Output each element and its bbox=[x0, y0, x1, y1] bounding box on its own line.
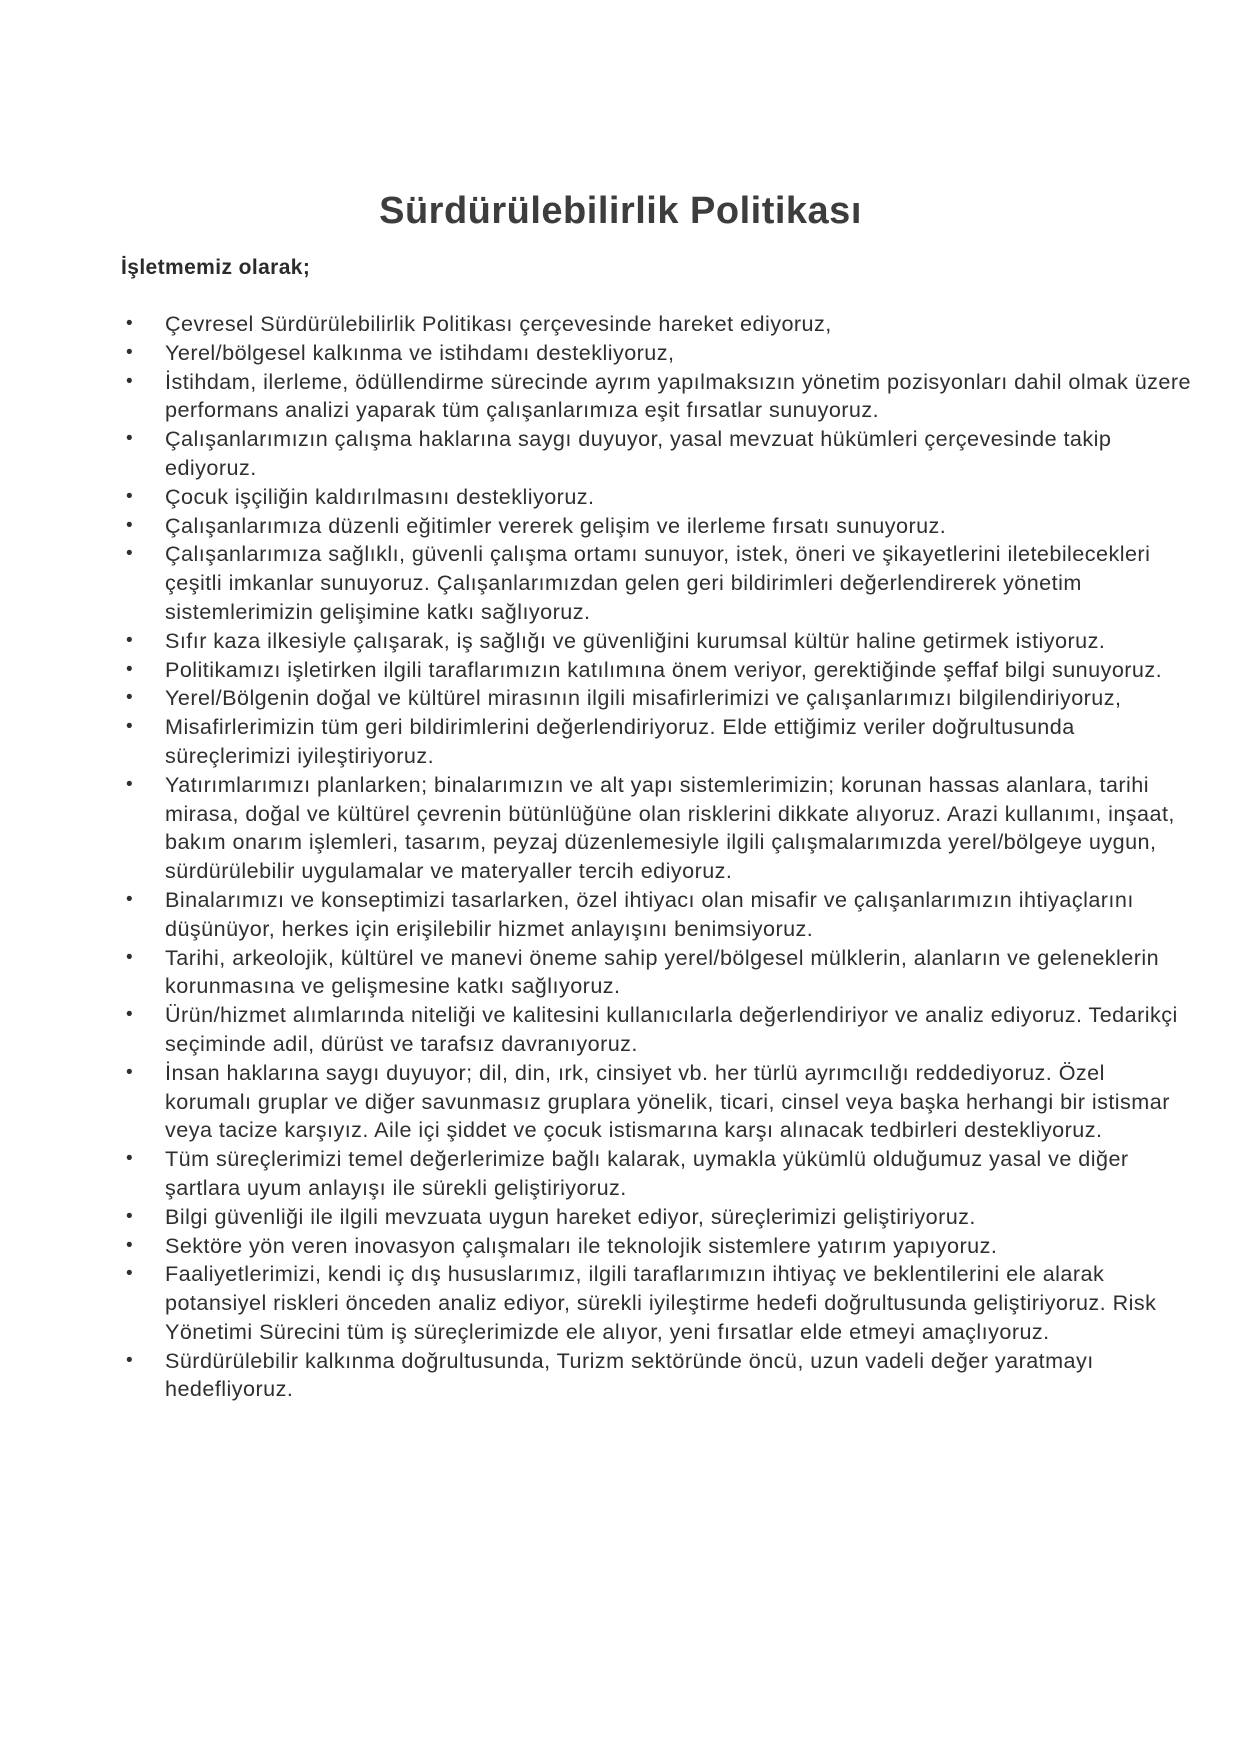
list-item-text: Sektöre yön veren inovasyon çalışmaları ile teknolojik sistemlere yatırım yapıyoruz. bbox=[165, 1232, 998, 1258]
list-item bbox=[121, 1260, 1191, 1346]
bullet-icon: • bbox=[126, 485, 134, 507]
bullet-icon: • bbox=[126, 1148, 134, 1170]
bullet-icon: • bbox=[126, 629, 134, 651]
list-item-text: Çalışanlarımızın çalışma haklarına saygı duyuyor, yasal mevzuat hükümleri çerçevesinde takip ediyoruz. bbox=[165, 426, 1112, 480]
bullet-icon: • bbox=[126, 946, 134, 968]
list-item bbox=[121, 886, 1191, 944]
list-item bbox=[121, 368, 1191, 426]
list-item-text: Çalışanlarımıza düzenli eğitimler vererek gelişim ve ilerleme fırsatı sunuyoruz. bbox=[165, 512, 947, 538]
list-item bbox=[121, 1232, 1191, 1261]
list-item-text: İstihdam, ilerleme, ödüllendirme sürecinde ayrım yapılmaksızın yönetim pozisyonları dahil olmak üzere performans analizi yaparak tüm çalışanlarımıza eşit fırsatlar sunuyoruz. bbox=[165, 368, 1191, 423]
bullet-icon: • bbox=[126, 1234, 134, 1256]
bullet-icon: • bbox=[126, 716, 134, 738]
bullet-icon: • bbox=[126, 313, 134, 334]
bullet-icon: • bbox=[126, 658, 134, 680]
list-item bbox=[121, 425, 1191, 483]
list-item-text: Misafirlerimizin tüm geri bildirimlerini değerlendiriyoruz. Elde ettiğimiz veriler doğrultusunda süreçlerimizi iyileştiriyoruz. bbox=[165, 714, 1075, 768]
bullet-icon: • bbox=[126, 1061, 134, 1083]
list-item bbox=[121, 512, 1191, 541]
bullet-icon: • bbox=[126, 1004, 134, 1026]
list-item bbox=[121, 339, 1191, 368]
list-item bbox=[121, 1001, 1191, 1059]
bullet-icon: • bbox=[126, 1263, 134, 1285]
bullet-icon: • bbox=[126, 1349, 134, 1371]
list-item-text: Yerel/Bölgenin doğal ve kültürel mirasının ilgili misafirlerimizi ve çalışanlarımızı bilgilendiriyoruz, bbox=[165, 685, 1122, 711]
list-item bbox=[121, 1059, 1191, 1145]
list-item-text: Binalarımızı ve konseptimizi tasarlarken, özel ihtiyacı olan misafir ve çalışanlarımızın ihtiyaçlarını düşünüyor, herkes için erişilebilir hizmet anlayışını benimsiyoruz. bbox=[165, 886, 1134, 941]
list-item-text: Faaliyetlerimizi, kendi iç dış hususlarımız, ilgili taraflarımızın ihtiyaç ve beklentilerini ele alarak potansiyel riskleri önceden analiz ediyor, sürekli iyileştirme hedefi doğrultusunda geliştiriyoruz. Risk Yönetimi Sürecini tüm iş süreçlerimizde ele alıyor, yeni fırsatlar elde etmeyi amaçlıyoruz. bbox=[165, 1261, 1157, 1344]
bullet-icon: • bbox=[126, 1205, 134, 1227]
list-item bbox=[121, 713, 1191, 771]
list-item bbox=[121, 1347, 1191, 1405]
list-item bbox=[121, 684, 1191, 713]
list-item-text: Bilgi güvenliği ile ilgili mevzuata uygun hareket ediyor, süreçlerimizi geliştiriyoruz. bbox=[165, 1203, 976, 1229]
bullet-icon: • bbox=[126, 773, 134, 795]
list-item-text: Çevresel Sürdürülebilirlik Politikası çerçevesinde hareket ediyoruz, bbox=[165, 311, 832, 336]
list-item-text: Tarihi, arkeolojik, kültürel ve manevi öneme sahip yerel/bölgesel mülklerin, alanların ve geleneklerin korunmasına ve gelişmesine katkı sağlıyoruz. bbox=[165, 944, 1160, 999]
policy-list bbox=[121, 310, 1191, 1404]
bullet-icon: • bbox=[126, 370, 134, 392]
bullet-icon: • bbox=[126, 543, 134, 565]
list-item bbox=[121, 540, 1191, 626]
list-item-text: Sürdürülebilir kalkınma doğrultusunda, Turizm sektöründe öncü, uzun vadeli değer yaratmayı hedefliyoruz. bbox=[165, 1347, 1094, 1402]
list-item-text: Politikamızı işletirken ilgili taraflarımızın katılımına önem veriyor, gerektiğinde şeffaf bilgi sunuyoruz. bbox=[165, 656, 1163, 682]
list-item-text: Çocuk işçiliğin kaldırılmasını destekliyoruz. bbox=[165, 483, 595, 509]
bullet-icon: • bbox=[126, 341, 134, 363]
bullet-icon: • bbox=[126, 514, 134, 536]
bullet-icon: • bbox=[126, 428, 134, 450]
list-item bbox=[121, 1203, 1191, 1232]
list-item bbox=[121, 656, 1191, 685]
page-title: Sürdürülebilirlik Politikası bbox=[379, 190, 862, 232]
list-item-text: İnsan haklarına saygı duyuyor; dil, din, ırk, cinsiyet vb. her türlü ayrımcılığı reddediyoruz. Özel korumalı gruplar ve diğer savunmasız gruplara yönelik, ticari, cinsel veya başka herhangi bir istismar veya tacize karşıyız. Aile içi şiddet ve çocuk istismarına karşı alınacak tedbirleri destekliyoruz. bbox=[165, 1059, 1170, 1143]
bullet-icon: • bbox=[126, 888, 134, 910]
list-item-text: Çalışanlarımıza sağlıklı, güvenli çalışma ortamı sunuyor, istek, öneri ve şikayetlerini iletebilecekleri çeşitli imkanlar sunuyoruz. Çalışanlarımızdan gelen geri bildirimleri değerlendirerek yönetim sistemlerimizin gelişimine katkı sağlıyoruz. bbox=[165, 541, 1151, 624]
list-item-text: Yerel/bölgesel kalkınma ve istihdamı destekliyoruz, bbox=[165, 339, 675, 365]
intro-heading: İşletmemiz olarak; bbox=[121, 256, 311, 279]
list-item bbox=[121, 627, 1191, 656]
list-item bbox=[121, 483, 1191, 512]
list-item bbox=[121, 310, 1191, 339]
list-item-text: Ürün/hizmet alımlarında niteliği ve kalitesini kullanıcılarla değerlendiriyor ve analiz ediyoruz. Tedarikçi seçiminde adil, dürüst ve tarafsız davranıyoruz. bbox=[165, 1002, 1178, 1056]
list-item bbox=[121, 771, 1191, 886]
list-item bbox=[121, 1145, 1191, 1203]
list-item-text: Tüm süreçlerimizi temel değerlerimize bağlı kalarak, uymakla yükümlü olduğumuz yasal ve diğer şartlara uyum anlayışı ile sürekli geliştiriyoruz. bbox=[165, 1146, 1129, 1200]
list-item-text: Yatırımlarımızı planlarken; binalarımızın ve alt yapı sistemlerimizin; korunan hassas alanlara, tarihi mirasa, doğal ve kültürel çevrenin bütünlüğüne olan risklerini dikkate alıyoruz. Arazi kullanımı, inşaat, bakım onarım işlemleri, tasarım, peyzaj düzenlemesiyle ilgili çalışmalarımızda yerel/bölgeye uygun, sürdürülebilir uygulamalar ve materyaller tercih ediyoruz. bbox=[165, 771, 1175, 884]
list-item-text: Sıfır kaza ilkesiyle çalışarak, iş sağlığı ve güvenliğini kurumsal kültür haline getirmek istiyoruz. bbox=[165, 627, 1106, 653]
bullet-icon: • bbox=[126, 687, 134, 709]
list-item bbox=[121, 944, 1191, 1002]
